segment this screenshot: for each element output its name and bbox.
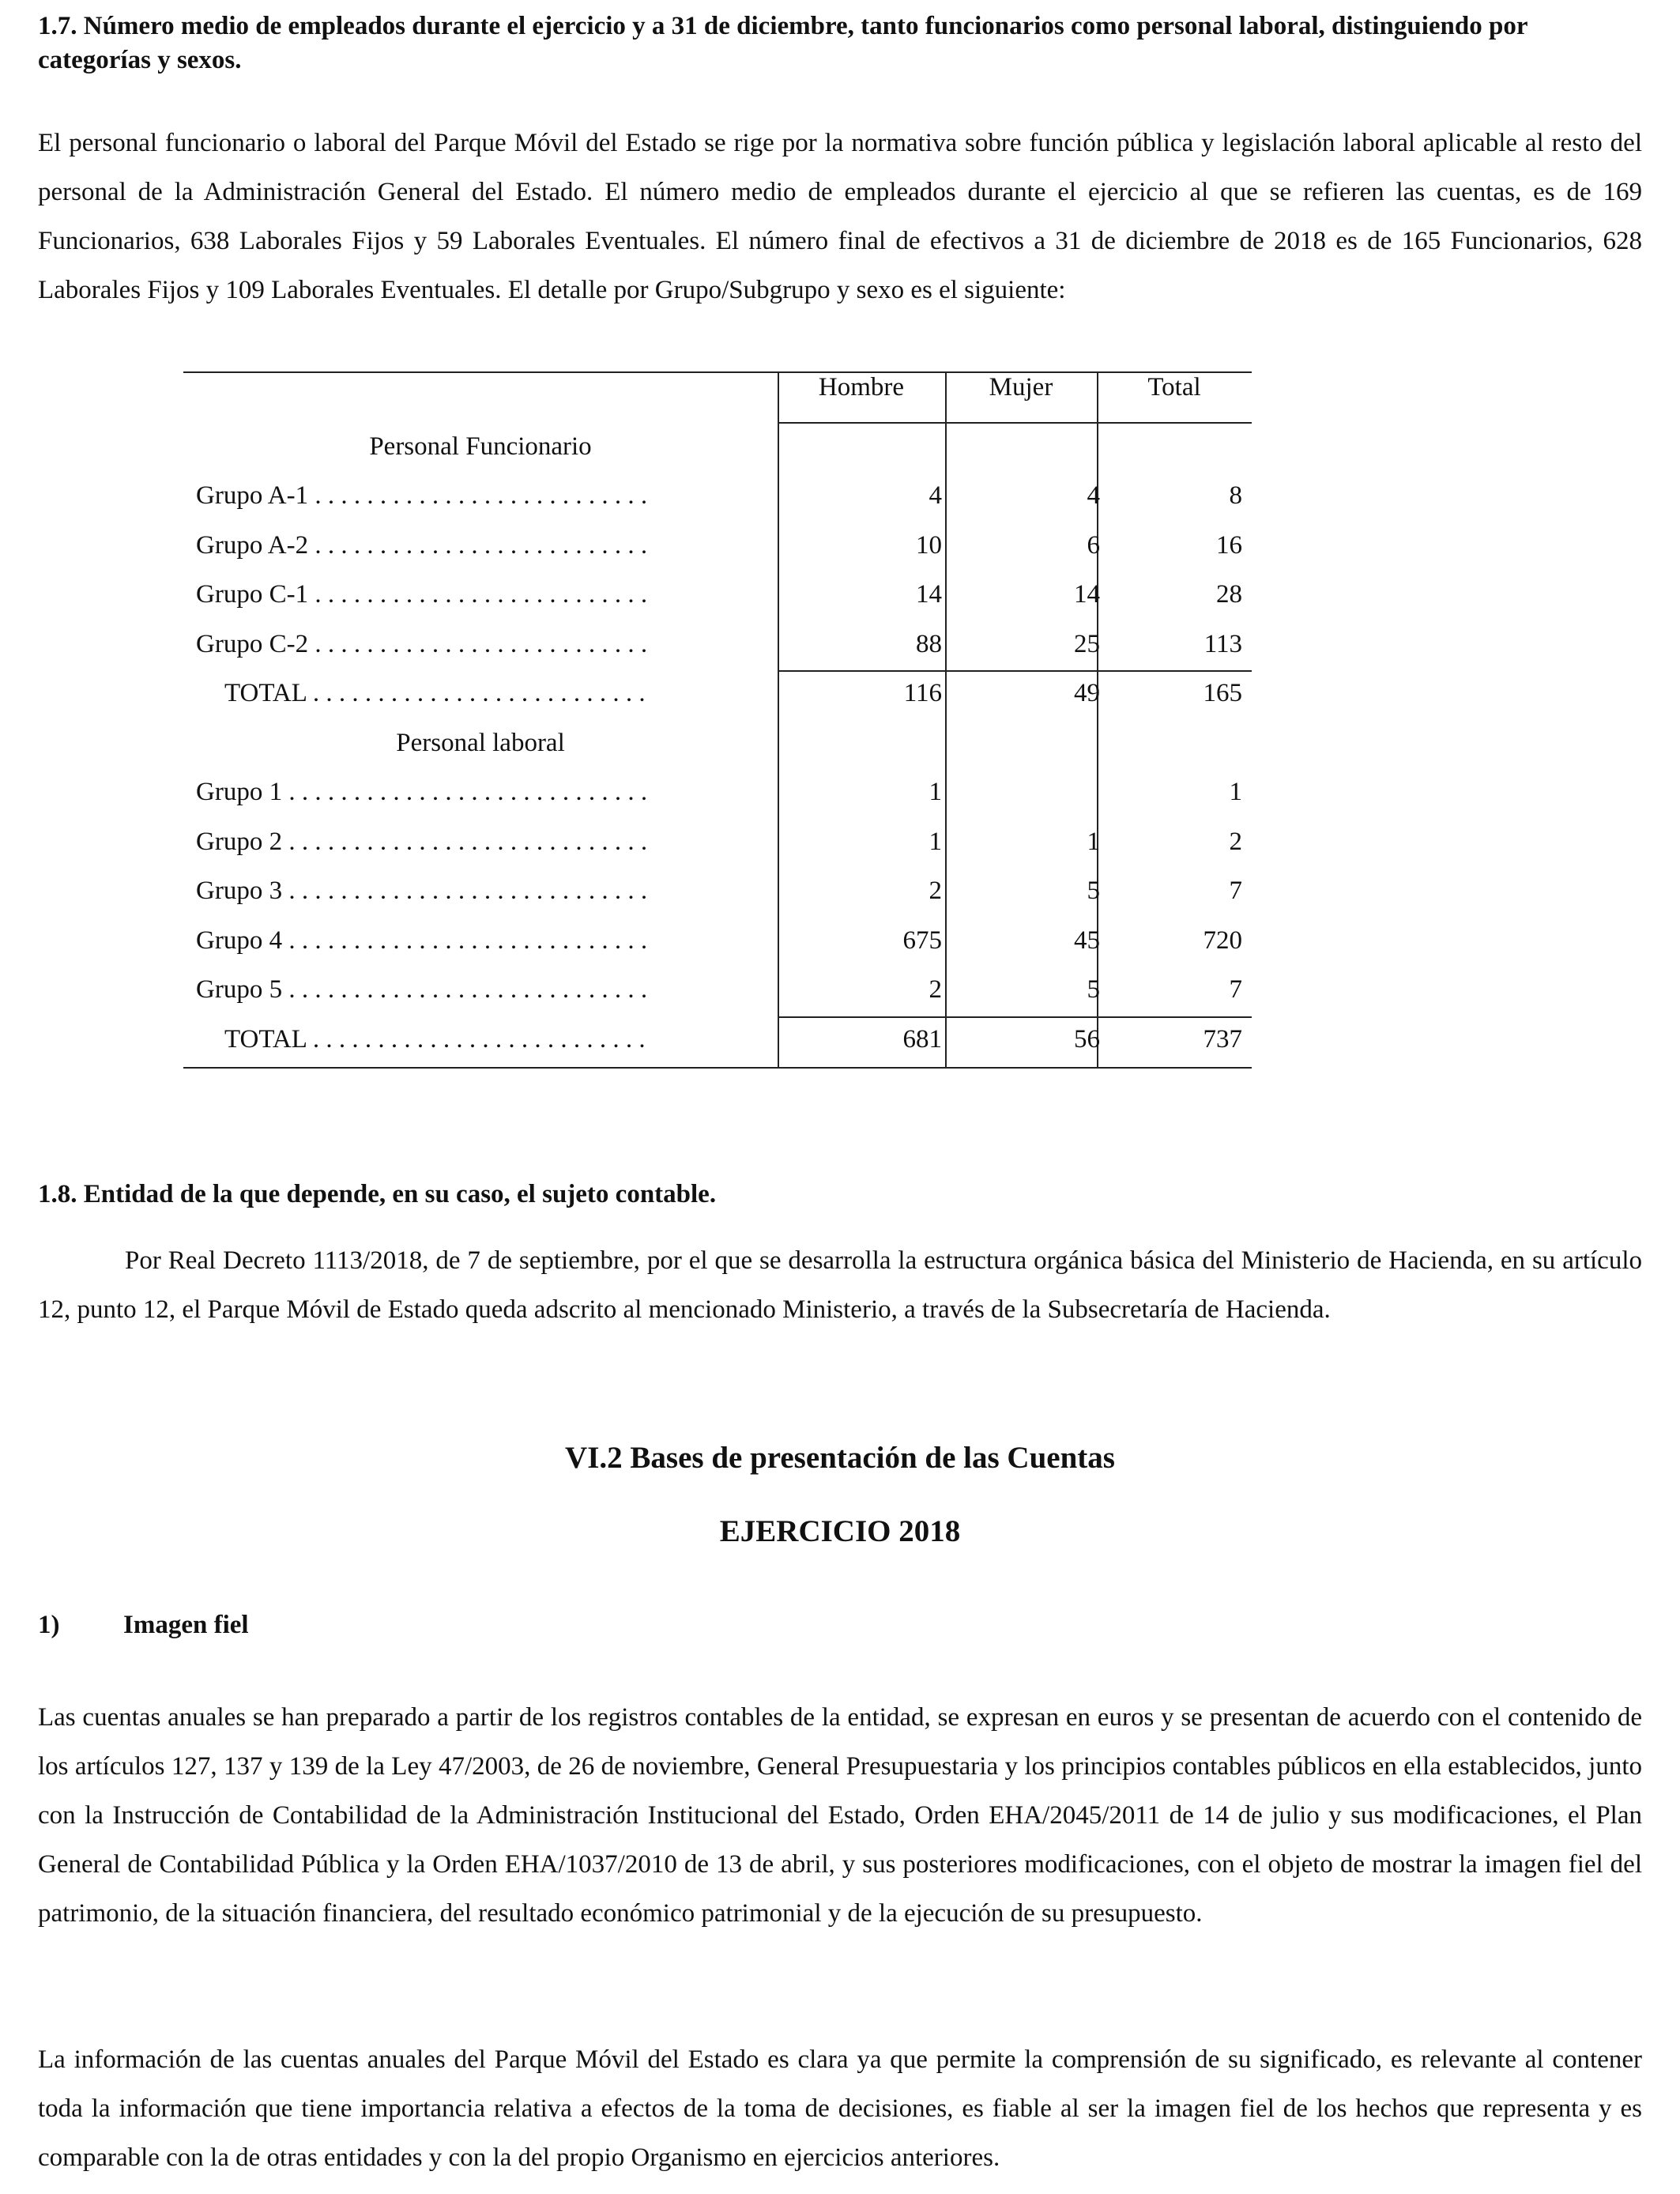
section-1-7-heading: 1.7. Número medio de empleados durante el ejercicio y a 31 de diciembre, tanto funcionarios como personal laboral, distinguiendo por categorías y sexos. xyxy=(38,12,1527,74)
table-row xyxy=(183,569,1252,619)
row-label: Grupo 5 . . . . . . . . . . . . . . . . . . . . . . . . . . . . xyxy=(196,975,648,1004)
row-label: Grupo 2 . . . . . . . . . . . . . . . . . . . . . . . . . . . . xyxy=(196,827,648,856)
cell-mujer: 5 xyxy=(1087,975,1100,1004)
cell-mujer: 6 xyxy=(1087,530,1100,560)
row-label: Grupo A-1 . . . . . . . . . . . . . . . . . . . . . . . . . . xyxy=(196,481,648,510)
section-number: 1) xyxy=(38,1611,60,1639)
cell-hombre: 1 xyxy=(929,778,942,806)
cell-hombre: 2 xyxy=(929,975,942,1004)
cell-mujer: 45 xyxy=(1074,925,1100,955)
table-row xyxy=(183,470,1252,520)
row-label: Grupo C-1 . . . . . . . . . . . . . . . . . . . . . . . . . . xyxy=(196,580,648,609)
cell-hombre: 681 xyxy=(902,1024,942,1054)
cell-total: 720 xyxy=(1203,925,1242,955)
imagen-fiel-paragraph-1: Las cuentas anuales se han preparado a partir de los registros contables de la entidad, se expresan en euros y se presentan de acuerdo con el contenido de los artículos 127, 137 y 139 de la Ley 47/2003, de 26 de noviembre, General Presupuestaria y los principios contables públicos en ella establecidos, junto con la Instrucción de Contabilidad de la Administración Institucional del Estado, Orden EHA/2045/2011 de 14 de julio y sus modificaciones, el Plan General de Contabilidad Pública y la Orden EHA/1037/2010 de 13 de abril, y sus posteriores modificaciones, con el objeto de mostrar la imagen fiel del patrimonio, de la situación financiera, del resultado económico patrimonial y de la ejecución de su presupuesto. xyxy=(38,1703,1642,1928)
table-row xyxy=(183,767,1252,816)
cell-hombre: 88 xyxy=(916,629,942,658)
section-title: Imagen fiel xyxy=(123,1611,249,1639)
cell-total: 8 xyxy=(1229,481,1242,510)
cell-mujer: 4 xyxy=(1087,481,1100,510)
section-1-7-paragraph: El personal funcionario o laboral del Parque Móvil del Estado se rige por la normativa sobre función pública y legislación laboral aplicable al resto del personal de la Administración General del Estado. El número medio de empleados durante el ejercicio al que se refieren las cuentas, es de 169 Funcionarios, 638 Laborales Fijos y 59 Laborales Eventuales. El número final de efectivos a 31 de diciembre de 2018 es de 165 Funcionarios, 628 Laborales Fijos y 109 Laborales Eventuales. El detalle por Grupo/Subgrupo y sexo es el siguiente: xyxy=(38,129,1642,304)
cell-mujer: 5 xyxy=(1087,876,1100,905)
cell-hombre: 1 xyxy=(929,827,942,856)
cell-mujer: 25 xyxy=(1074,629,1100,658)
cell-total: 737 xyxy=(1203,1024,1242,1054)
section-1-8-paragraph: Por Real Decreto 1113/2018, de 7 de septiembre, por el que se desarrolla la estructura orgánica básica del Ministerio de Hacienda, en su artículo 12, punto 12, el Parque Móvil de Estado queda adscrito al mencionado Ministerio, a través de la Subsecretaría de Hacienda. xyxy=(38,1246,1642,1324)
table-header-row xyxy=(183,371,1252,421)
table-row xyxy=(183,816,1252,866)
cell-total: 16 xyxy=(1216,530,1242,560)
vi2-subtitle: EJERCICIO 2018 xyxy=(719,1514,961,1548)
section-1-8-heading: 1.8. Entidad de la que depende, en su caso, el sujeto contable. xyxy=(38,1180,717,1208)
cell-hombre: 4 xyxy=(929,481,942,510)
row-label: Grupo 1 . . . . . . . . . . . . . . . . . . . . . . . . . . . . xyxy=(196,778,648,806)
section-row-funcionario xyxy=(183,421,1252,471)
table-row xyxy=(183,520,1252,570)
cell-hombre: 14 xyxy=(916,580,942,609)
cell-total: 165 xyxy=(1203,679,1242,707)
total-row-laboral xyxy=(183,1014,1252,1064)
cell-total: 28 xyxy=(1216,580,1242,609)
section-label: Personal laboral xyxy=(396,728,565,757)
row-label: TOTAL . . . . . . . . . . . . . . . . . . . . . . . . . . xyxy=(224,679,646,707)
row-label: Grupo 3 . . . . . . . . . . . . . . . . . . . . . . . . . . . . xyxy=(196,876,648,905)
cell-total: 2 xyxy=(1229,827,1242,856)
cell-total: 7 xyxy=(1229,876,1242,905)
cell-mujer: 56 xyxy=(1074,1024,1100,1054)
section-row-laboral xyxy=(183,718,1252,767)
imagen-fiel-paragraph-2: La información de las cuentas anuales del Parque Móvil del Estado es clara ya que permite la comprensión de su significado, es relevante al contener toda la información que tiene importancia relativa a efectos de la toma de decisiones, es fiable al ser la imagen fiel de los hechos que representa y es comparable con la de otras entidades y con la del propio Organismo en ejercicios anteriores. xyxy=(38,2045,1642,2172)
col-header-total: Total xyxy=(1147,373,1201,401)
vi2-title: VI.2 Bases de presentación de las Cuentas xyxy=(565,1441,1115,1475)
table-row xyxy=(183,865,1252,915)
cell-hombre: 116 xyxy=(903,679,942,707)
cell-hombre: 2 xyxy=(929,876,942,905)
table-row xyxy=(183,964,1252,1014)
table-row xyxy=(183,619,1252,669)
cell-mujer: 1 xyxy=(1087,827,1100,856)
row-label: Grupo C-2 . . . . . . . . . . . . . . . . . . . . . . . . . . xyxy=(196,629,648,658)
row-label: Grupo 4 . . . . . . . . . . . . . . . . . . . . . . . . . . . . xyxy=(196,925,648,955)
imagen-fiel-heading xyxy=(38,1611,1642,1640)
col-header-mujer: Mujer xyxy=(989,373,1053,401)
cell-total: 113 xyxy=(1203,629,1242,658)
section-label: Personal Funcionario xyxy=(369,432,592,461)
cell-hombre: 10 xyxy=(916,530,942,560)
row-label: Grupo A-2 . . . . . . . . . . . . . . . . . . . . . . . . . . xyxy=(196,530,648,560)
cell-total: 7 xyxy=(1229,975,1242,1004)
cell-mujer: 14 xyxy=(1074,580,1100,609)
table-row xyxy=(183,915,1252,965)
total-row-funcionario xyxy=(183,668,1252,718)
employees-table xyxy=(183,371,1252,1063)
cell-total: 1 xyxy=(1229,778,1242,806)
row-label: TOTAL . . . . . . . . . . . . . . . . . . . . . . . . . . xyxy=(224,1024,646,1054)
cell-mujer: 49 xyxy=(1074,679,1100,707)
cell-hombre: 675 xyxy=(902,925,942,955)
col-header-hombre: Hombre xyxy=(818,373,905,401)
